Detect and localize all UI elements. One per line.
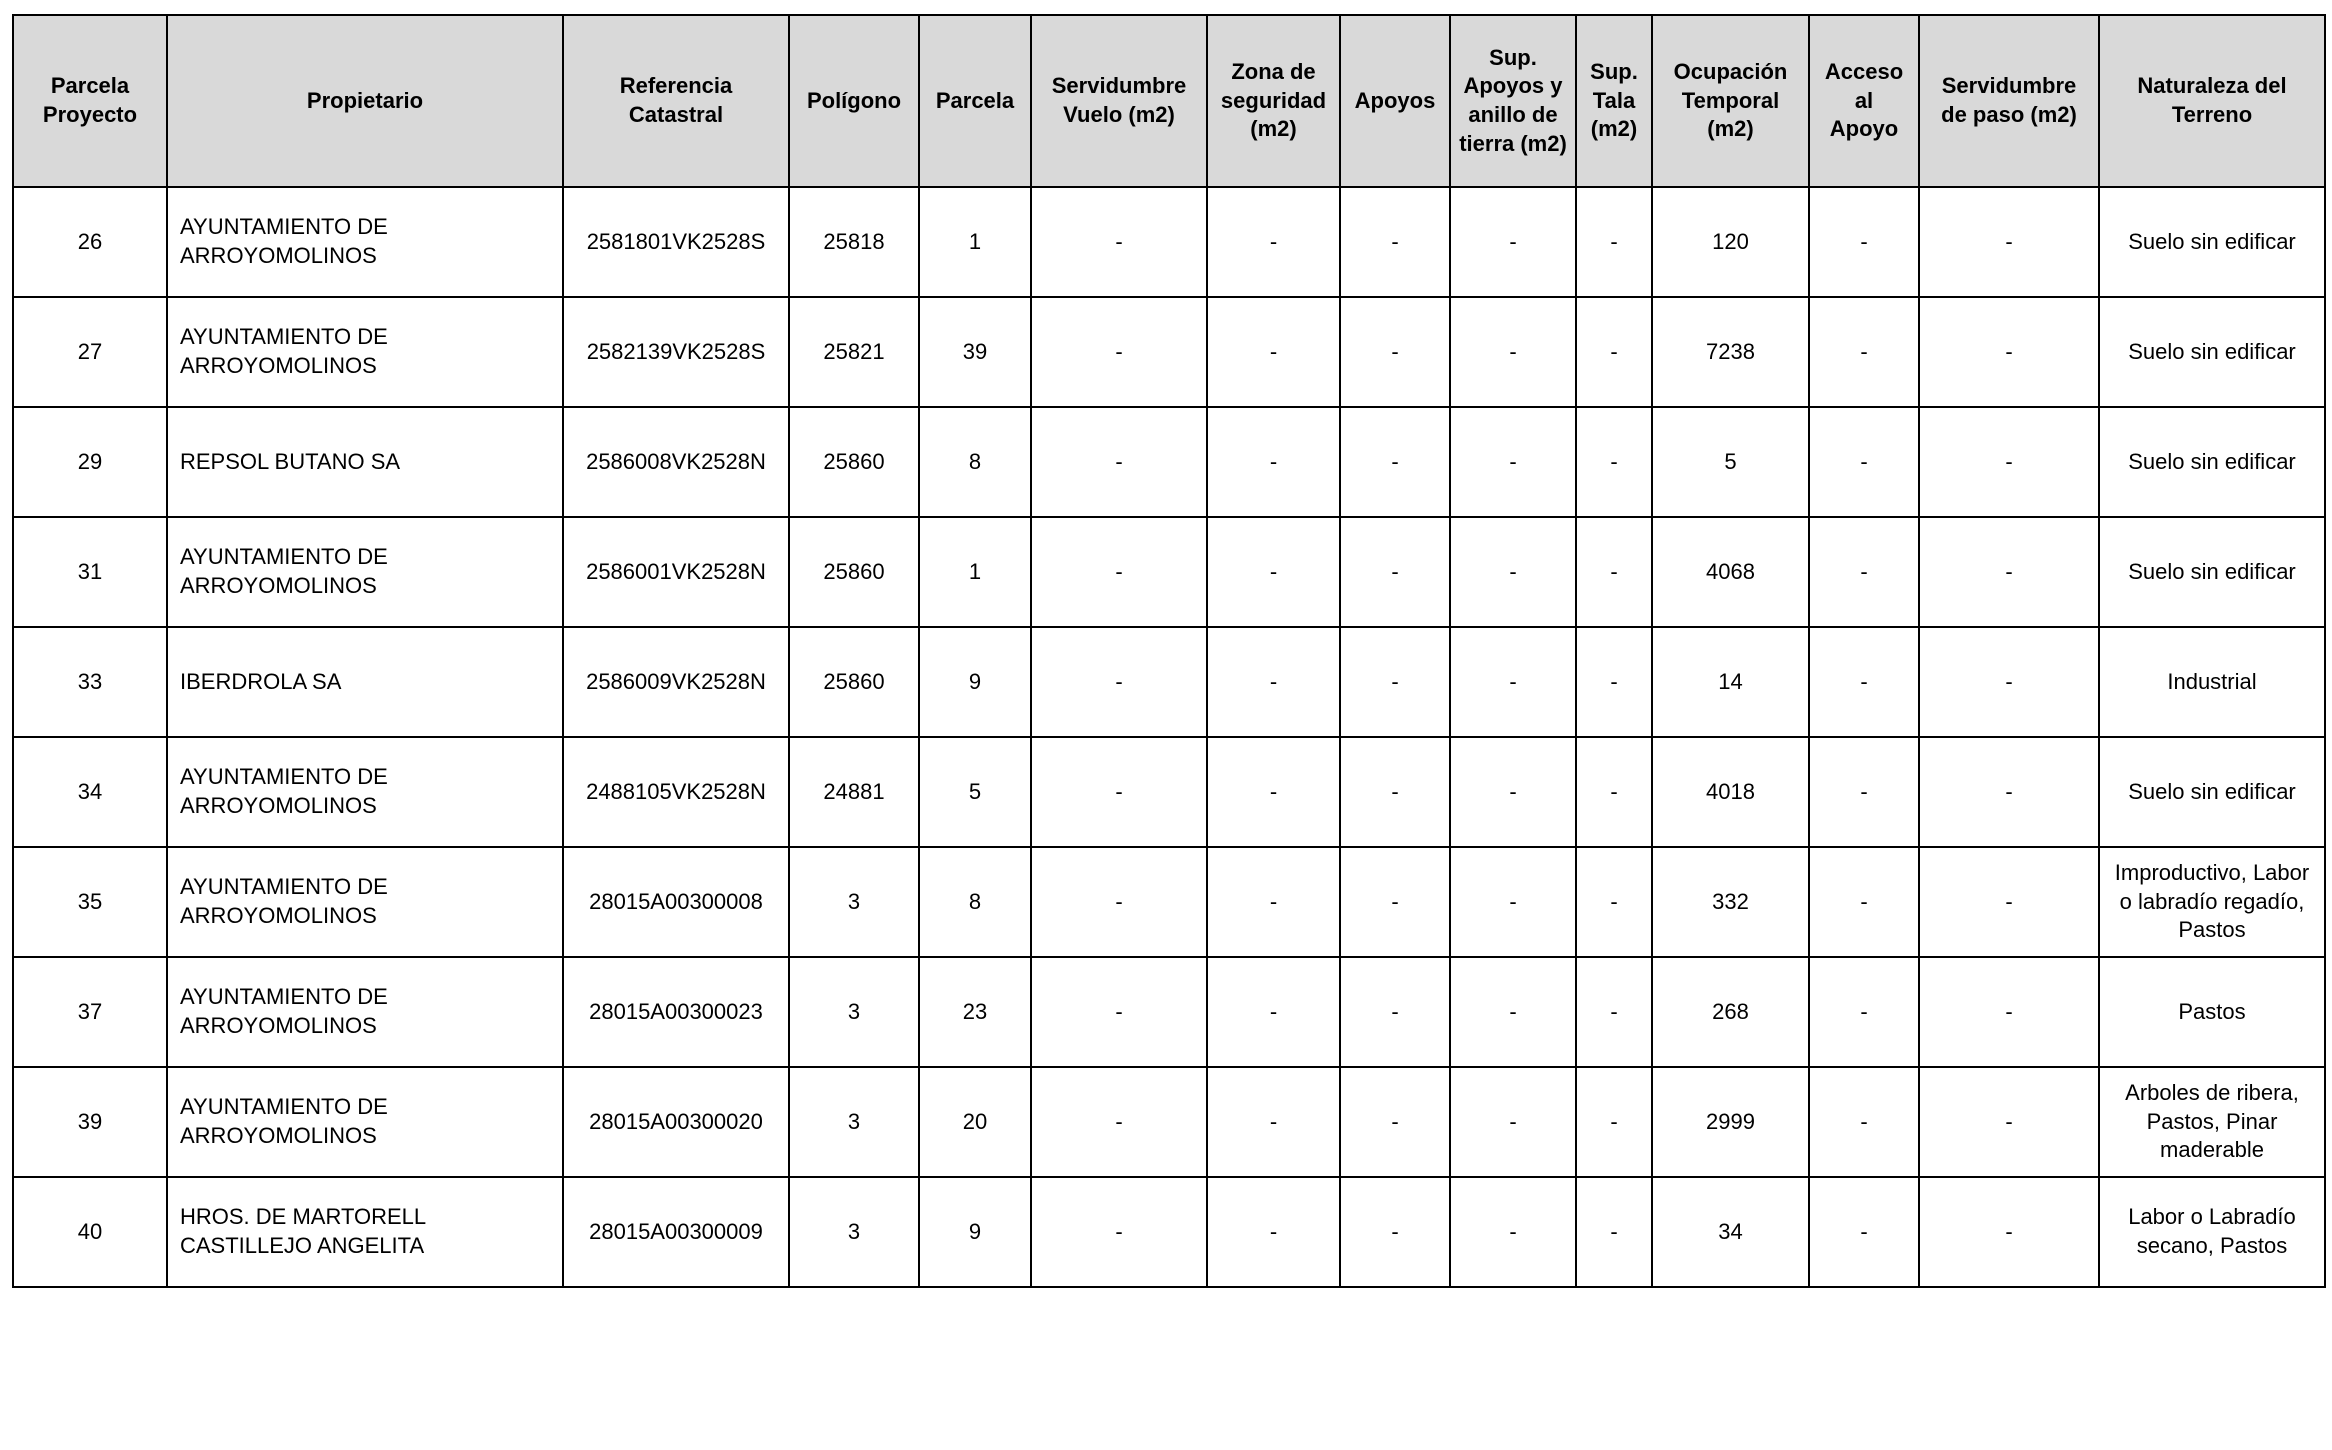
table-cell: 25860: [789, 627, 919, 737]
table-cell: 27: [13, 297, 167, 407]
header-apoyos: Apoyos: [1340, 15, 1450, 187]
table-cell: 28015A00300023: [563, 957, 789, 1067]
table-cell: -: [1576, 1177, 1652, 1287]
table-cell: 9: [919, 627, 1031, 737]
table-cell: AYUNTAMIENTO DE ARROYOMOLINOS: [167, 847, 563, 957]
table-cell: 2586008VK2528N: [563, 407, 789, 517]
header-servidumbre-paso: Servidumbre de paso (m2): [1919, 15, 2099, 187]
table-cell: AYUNTAMIENTO DE ARROYOMOLINOS: [167, 737, 563, 847]
table-cell: AYUNTAMIENTO DE ARROYOMOLINOS: [167, 187, 563, 297]
table-cell: -: [1919, 297, 2099, 407]
table-cell: 7238: [1652, 297, 1809, 407]
table-cell: 35: [13, 847, 167, 957]
table-cell: -: [1919, 737, 2099, 847]
table-cell: 28015A00300020: [563, 1067, 789, 1177]
table-cell: -: [1919, 957, 2099, 1067]
table-cell: -: [1340, 187, 1450, 297]
table-cell: -: [1340, 1177, 1450, 1287]
table-cell: 3: [789, 847, 919, 957]
table-cell: 3: [789, 1067, 919, 1177]
table-cell: -: [1450, 517, 1576, 627]
table-cell: 25860: [789, 517, 919, 627]
header-servidumbre-vuelo: Servidumbre Vuelo (m2): [1031, 15, 1207, 187]
table-cell: -: [1031, 737, 1207, 847]
table-cell: 2582139VK2528S: [563, 297, 789, 407]
parcel-table: [12, 14, 2326, 1288]
table-cell: -: [1031, 627, 1207, 737]
table-cell: -: [1207, 407, 1340, 517]
table-cell: 23: [919, 957, 1031, 1067]
table-cell: -: [1031, 1177, 1207, 1287]
table-cell: 2581801VK2528S: [563, 187, 789, 297]
table-cell: -: [1576, 297, 1652, 407]
table-cell: -: [1207, 957, 1340, 1067]
table-cell: 25821: [789, 297, 919, 407]
table-cell: -: [1809, 517, 1919, 627]
table-cell: 268: [1652, 957, 1809, 1067]
table-cell: 3: [789, 1177, 919, 1287]
table-cell: 40: [13, 1177, 167, 1287]
header-poligono: Polígono: [789, 15, 919, 187]
table-row: [13, 297, 2325, 407]
header-sup-apoyos-anillo: Sup. Apoyos y anillo de tierra (m2): [1450, 15, 1576, 187]
table-cell: -: [1450, 297, 1576, 407]
table-cell: -: [1576, 1067, 1652, 1177]
table-cell: 4018: [1652, 737, 1809, 847]
table-cell: -: [1809, 297, 1919, 407]
table-cell: -: [1450, 627, 1576, 737]
table-cell: -: [1576, 187, 1652, 297]
header-row: [13, 15, 2325, 187]
table-cell: -: [1919, 1067, 2099, 1177]
table-cell: 31: [13, 517, 167, 627]
table-body: [13, 187, 2325, 1287]
table-cell: -: [1919, 187, 2099, 297]
table-cell: -: [1809, 957, 1919, 1067]
table-cell: -: [1340, 627, 1450, 737]
table-cell: -: [1207, 737, 1340, 847]
table-cell: -: [1340, 957, 1450, 1067]
table-cell: Suelo sin edificar: [2099, 297, 2325, 407]
table-cell: 1: [919, 517, 1031, 627]
table-row: [13, 1177, 2325, 1287]
table-cell: Improductivo, Labor o labradío regadío, Pastos: [2099, 847, 2325, 957]
table-cell: AYUNTAMIENTO DE ARROYOMOLINOS: [167, 957, 563, 1067]
table-cell: -: [1031, 847, 1207, 957]
table-cell: -: [1809, 1067, 1919, 1177]
table-cell: -: [1031, 957, 1207, 1067]
table-cell: 20: [919, 1067, 1031, 1177]
header-referencia-catastral: Referencia Catastral: [563, 15, 789, 187]
table-cell: 34: [13, 737, 167, 847]
table-cell: -: [1207, 847, 1340, 957]
table-cell: -: [1340, 407, 1450, 517]
table-cell: Pastos: [2099, 957, 2325, 1067]
table-row: [13, 1067, 2325, 1177]
table-cell: 26: [13, 187, 167, 297]
table-cell: 9: [919, 1177, 1031, 1287]
table-cell: -: [1919, 1177, 2099, 1287]
table-cell: -: [1809, 847, 1919, 957]
table-cell: 25860: [789, 407, 919, 517]
table-cell: -: [1450, 847, 1576, 957]
table-cell: AYUNTAMIENTO DE ARROYOMOLINOS: [167, 1067, 563, 1177]
table-cell: AYUNTAMIENTO DE ARROYOMOLINOS: [167, 297, 563, 407]
table-cell: 33: [13, 627, 167, 737]
table-row: [13, 847, 2325, 957]
table-cell: -: [1919, 847, 2099, 957]
table-cell: 34: [1652, 1177, 1809, 1287]
table-cell: 5: [919, 737, 1031, 847]
table-cell: 37: [13, 957, 167, 1067]
table-cell: -: [1450, 1177, 1576, 1287]
table-cell: -: [1340, 517, 1450, 627]
table-cell: 25818: [789, 187, 919, 297]
table-cell: 29: [13, 407, 167, 517]
table-cell: -: [1031, 297, 1207, 407]
table-cell: 8: [919, 847, 1031, 957]
table-cell: -: [1809, 737, 1919, 847]
header-zona-seguridad: Zona de seguridad (m2): [1207, 15, 1340, 187]
table-cell: 39: [919, 297, 1031, 407]
table-cell: -: [1031, 187, 1207, 297]
table-cell: Suelo sin edificar: [2099, 517, 2325, 627]
table-cell: -: [1919, 517, 2099, 627]
table-header: [13, 15, 2325, 187]
table-cell: -: [1809, 1177, 1919, 1287]
table-cell: -: [1207, 627, 1340, 737]
table-cell: -: [1450, 407, 1576, 517]
table-cell: -: [1809, 407, 1919, 517]
table-cell: 28015A00300008: [563, 847, 789, 957]
table-cell: -: [1576, 517, 1652, 627]
table-cell: AYUNTAMIENTO DE ARROYOMOLINOS: [167, 517, 563, 627]
table-cell: -: [1450, 187, 1576, 297]
table-cell: -: [1450, 957, 1576, 1067]
table-cell: 4068: [1652, 517, 1809, 627]
table-cell: -: [1450, 737, 1576, 847]
table-cell: 2586009VK2528N: [563, 627, 789, 737]
table-cell: -: [1340, 297, 1450, 407]
header-parcela: Parcela: [919, 15, 1031, 187]
table-row: [13, 627, 2325, 737]
header-parcela-proyecto: Parcela Proyecto: [13, 15, 167, 187]
table-cell: 2999: [1652, 1067, 1809, 1177]
table-cell: -: [1919, 407, 2099, 517]
table-cell: 332: [1652, 847, 1809, 957]
table-cell: 120: [1652, 187, 1809, 297]
table-cell: -: [1031, 1067, 1207, 1177]
table-cell: -: [1340, 847, 1450, 957]
table-cell: Arboles de ribera, Pastos, Pinar maderable: [2099, 1067, 2325, 1177]
header-naturaleza-terreno: Naturaleza del Terreno: [2099, 15, 2325, 187]
table-cell: Labor o Labradío secano, Pastos: [2099, 1177, 2325, 1287]
table-cell: 3: [789, 957, 919, 1067]
table-cell: -: [1450, 1067, 1576, 1177]
table-cell: 8: [919, 407, 1031, 517]
header-propietario: Propietario: [167, 15, 563, 187]
table-row: [13, 957, 2325, 1067]
table-cell: 28015A00300009: [563, 1177, 789, 1287]
header-ocupacion-temporal: Ocupación Temporal (m2): [1652, 15, 1809, 187]
table-cell: -: [1576, 407, 1652, 517]
table-cell: -: [1031, 407, 1207, 517]
table-cell: -: [1207, 297, 1340, 407]
table-cell: 2488105VK2528N: [563, 737, 789, 847]
table-cell: -: [1809, 627, 1919, 737]
table-cell: -: [1576, 957, 1652, 1067]
table-cell: 5: [1652, 407, 1809, 517]
table-cell: -: [1340, 1067, 1450, 1177]
table-cell: -: [1576, 847, 1652, 957]
table-cell: 39: [13, 1067, 167, 1177]
table-row: [13, 517, 2325, 627]
table-cell: REPSOL BUTANO SA: [167, 407, 563, 517]
table-cell: -: [1207, 1067, 1340, 1177]
table-cell: -: [1031, 517, 1207, 627]
header-acceso-apoyo: Acceso al Apoyo: [1809, 15, 1919, 187]
table-cell: Suelo sin edificar: [2099, 407, 2325, 517]
table-cell: -: [1576, 737, 1652, 847]
table-cell: -: [1207, 187, 1340, 297]
table-cell: -: [1809, 187, 1919, 297]
table-row: [13, 187, 2325, 297]
table-cell: Suelo sin edificar: [2099, 737, 2325, 847]
table-cell: -: [1207, 517, 1340, 627]
table-cell: -: [1207, 1177, 1340, 1287]
table-cell: -: [1919, 627, 2099, 737]
table-cell: 24881: [789, 737, 919, 847]
table-row: [13, 737, 2325, 847]
header-sup-tala: Sup. Tala (m2): [1576, 15, 1652, 187]
table-cell: IBERDROLA SA: [167, 627, 563, 737]
table-cell: -: [1340, 737, 1450, 847]
table-row: [13, 407, 2325, 517]
table-cell: 14: [1652, 627, 1809, 737]
table-cell: -: [1576, 627, 1652, 737]
table-cell: HROS. DE MARTORELL CASTILLEJO ANGELITA: [167, 1177, 563, 1287]
table-cell: Industrial: [2099, 627, 2325, 737]
table-cell: 2586001VK2528N: [563, 517, 789, 627]
table-cell: 1: [919, 187, 1031, 297]
table-cell: Suelo sin edificar: [2099, 187, 2325, 297]
